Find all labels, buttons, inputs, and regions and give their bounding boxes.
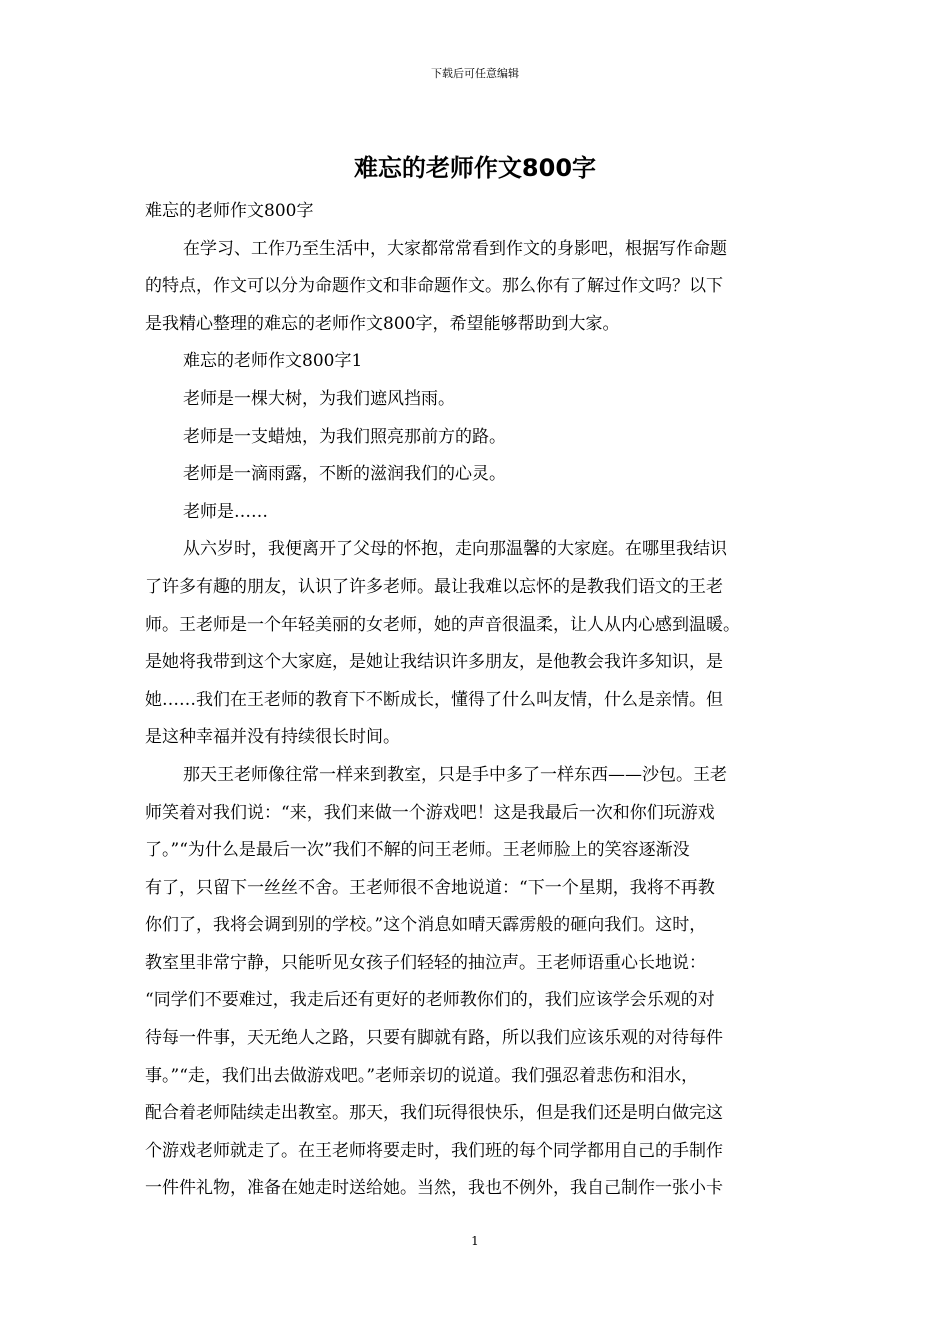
body-line: 她……我们在王老师的教育下不断成长，懂得了什么叫友情，什么是亲情。但	[145, 689, 723, 710]
body-line: 待每一件事，天无绝人之路，只要有脚就有路，所以我们应该乐观的对待每件	[145, 1028, 723, 1049]
body-line: 是我精心整理的难忘的老师作文800字，希望能够帮助到大家。	[145, 313, 620, 334]
body-line: “同学们不要难过，我走后还有更好的老师教你们的，我们应该学会乐观的对	[145, 990, 715, 1011]
body-line: 一件件礼物，准备在她走时送给她。当然，我也不例外，我自己制作一张小卡	[145, 1178, 723, 1199]
body-line: 从六岁时，我便离开了父母的怀抱，走向那温馨的大家庭。在哪里我结识	[183, 539, 727, 560]
document-title: 难忘的老师作文800字	[353, 154, 597, 182]
body-line: 是她将我带到这个大家庭，是她让我结识许多朋友，是他教会我许多知识，是	[145, 652, 723, 673]
body-line: 那天王老师像往常一样来到教室，只是手中多了一样东西——沙包。王老	[183, 764, 727, 785]
body-line: 难忘的老师作文800字	[145, 201, 314, 221]
page-number: 1	[471, 1234, 479, 1248]
body-line: 教室里非常宁静，只能听见女孩子们轻轻的抽泣声。王老师语重心长地说：	[145, 952, 706, 973]
body-line: 个游戏老师就走了。在王老师将要走时，我们班的每个同学都用自己的手制作	[145, 1140, 723, 1161]
document-body	[145, 193, 825, 1208]
body-line: 事。”“走，我们出去做游戏吧。”老师亲切的说道。我们强忍着悲伤和泪水，	[145, 1065, 699, 1086]
body-line: 老师是一支蜡烛，为我们照亮那前方的路。	[183, 426, 506, 447]
body-line: 师笑着对我们说：“来，我们来做一个游戏吧！这是我最后一次和你们玩游戏	[145, 802, 715, 823]
body-line: 老师是……	[183, 501, 268, 522]
body-line: 你们了，我将会调到别的学校。”这个消息如晴天霹雳般的砸向我们。这时，	[145, 915, 707, 936]
body-line: 在学习、工作乃至生活中，大家都常常看到作文的身影吧，根据写作命题	[183, 238, 727, 259]
body-line: 了。”“为什么是最后一次”我们不解的问王老师。王老师脸上的笑容逐渐没	[145, 840, 690, 861]
body-line: 配合着老师陆续走出教室。那天，我们玩得很快乐，但是我们还是明白做完这	[145, 1103, 723, 1124]
page-header: 下载后可任意编辑	[431, 67, 519, 80]
body-line: 了许多有趣的朋友，认识了许多老师。最让我难以忘怀的是教我们语文的王老	[145, 576, 723, 597]
body-line: 老师是一棵大树，为我们遮风挡雨。	[183, 388, 455, 409]
body-line: 难忘的老师作文800字1	[183, 351, 363, 372]
body-line: 师。王老师是一个年轻美丽的女老师，她的声音很温柔，让人从内心感到温暖。	[145, 614, 740, 635]
body-line: 是这种幸福并没有持续很长时间。	[145, 727, 400, 748]
body-line: 老师是一滴雨露，不断的滋润我们的心灵。	[183, 464, 506, 485]
body-line: 的特点，作文可以分为命题作文和非命题作文。那么你有了解过作文吗？以下	[145, 276, 723, 297]
body-line: 有了，只留下一丝丝不舍。王老师很不舍地说道：“下一个星期，我将不再教	[145, 877, 715, 898]
